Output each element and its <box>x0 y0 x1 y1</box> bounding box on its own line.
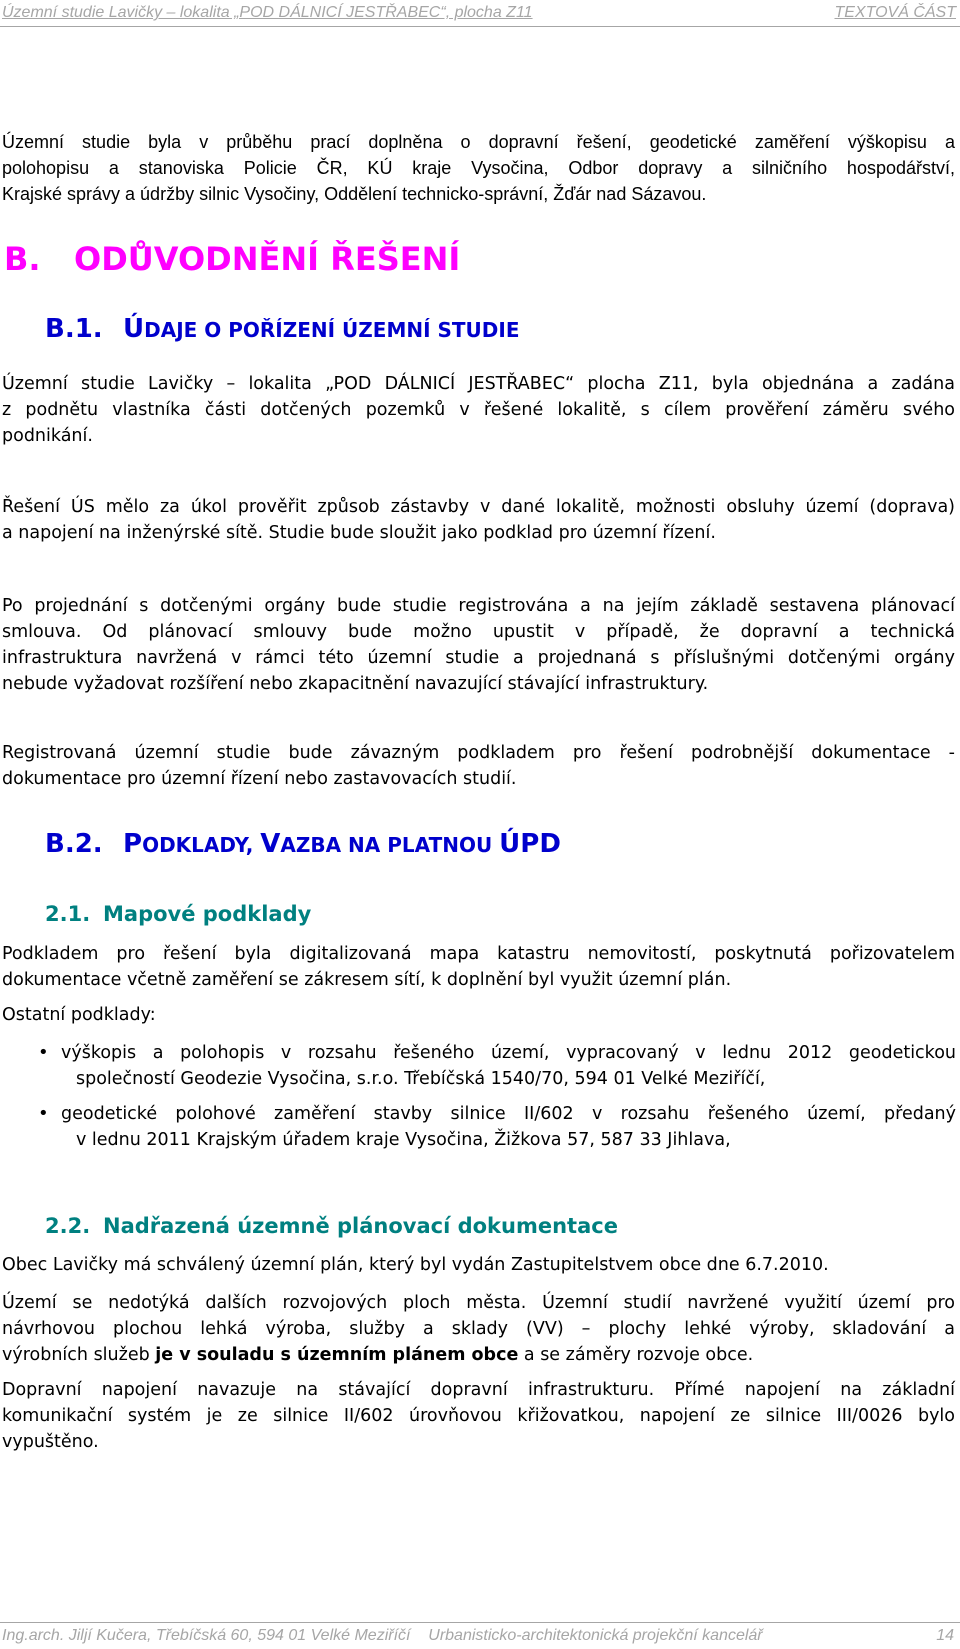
paragraph-b1-2 <box>2 494 955 546</box>
section-heading-b <box>4 240 460 278</box>
paragraph-line: a napojení na inženýrské sítě. Studie bude sloužit jako podklad pro územní řízení. <box>2 523 716 543</box>
text-run: a se záměry rozvoje obce. <box>518 1345 754 1365</box>
paragraph-line: Ostatní podklady: <box>2 1005 156 1025</box>
footer-author: Ing.arch. Jiljí Kučera, Třebíčská 60, 594 01 Velké Meziříčí Urbanisticko-architektonická projekční kancelář <box>2 1627 763 1644</box>
paragraph-2-2-3 <box>2 1377 955 1455</box>
paragraph-line: Po projednání s dotčenými orgány bude studie registrována a na jejím základě sestavena plánovací <box>2 596 955 616</box>
text-run: výrobních služeb <box>2 1345 156 1365</box>
section-number: B. <box>4 240 41 278</box>
list-item-line: geodetické polohové zaměření stavby silnice II/602 v rozsahu řešeného území, předaný <box>61 1104 956 1124</box>
list-item-line: společností Geodezie Vysočina, s.r.o. Třebíčská 1540/70, 594 01 Velké Meziříčí, <box>76 1069 766 1089</box>
paragraph-2-1 <box>2 941 955 993</box>
intro-line: Krajské správy a údržby silnic Vysočiny, Oddělení technicko-správní, Žďár nad Sázavou. <box>2 184 707 204</box>
paragraph-line: vypuštěno. <box>2 1432 99 1452</box>
paragraph-line: Území se nedotýká dalších rozvojových ploch města. Územní studií navržené využití území pro <box>2 1293 955 1313</box>
paragraph-line: Řešení ÚS mělo za úkol prověřit způsob zástavby v dané lokalitě, možnosti obsluhy území (doprava) <box>2 497 955 517</box>
section-number: B.1. <box>45 314 103 344</box>
header-rule <box>0 26 960 27</box>
intro-line: polohopisu a stanoviska Policie ČR, KÚ kraje Vysočina, Odbor dopravy a silničního hospodářství, <box>2 158 955 178</box>
paragraph-line: infrastruktura navržená v rámci této územní studie a projednaná s příslušnými dotčenými orgány <box>2 648 955 668</box>
other-sources-label <box>2 1002 955 1028</box>
paragraph-b1-3 <box>2 593 955 697</box>
paragraph-line: dokumentace pro územní řízení nebo zastavovacích studií. <box>2 769 517 789</box>
emphasized-text: je v souladu s územním plánem obce <box>155 1345 519 1365</box>
subsection-heading-2-2 <box>45 1214 618 1238</box>
section-number: B.2. <box>45 829 103 859</box>
bullet-icon: • <box>38 1042 49 1063</box>
paragraph-b1-1 <box>2 371 955 449</box>
paragraph-line: Registrovaná územní studie bude závazným podkladem pro řešení podrobnější dokumentace - <box>2 743 955 763</box>
page-number: 14 <box>936 1627 954 1644</box>
paragraph-2-2-2 <box>2 1290 955 1368</box>
list-item-line: výškopis a polohopis v rozsahu řešeného území, vypracovaný v lednu 2012 geodetickou <box>61 1043 956 1063</box>
intro-paragraph <box>2 129 955 207</box>
paragraph-line <box>2 1342 955 1368</box>
section-title-rest: AZBA NA PLATNOU <box>280 833 500 857</box>
footer-rule <box>0 1622 960 1623</box>
paragraph-line: Územní studie Lavičky – lokalita „POD DÁLNICÍ JESTŘABEC“ plocha Z11, byla objednána a zadána <box>2 374 955 394</box>
running-header-section: TEXTOVÁ ČÁST <box>834 4 956 21</box>
paragraph-line: komunikační systém je ze silnice II/602 úrovňovou křižovatkou, napojení ze silnice III/0026 bylo <box>2 1406 955 1426</box>
paragraph-line: smlouva. Od plánovací smlouvy bude možno upustit v případě, že dopravní a technická <box>2 622 955 642</box>
section-title-initial: Ú <box>123 314 145 344</box>
section-title-initial: P <box>123 829 143 859</box>
subsection-number: 2.2. <box>45 1214 91 1238</box>
paragraph-line: dokumentace včetně zaměření se zákresem sítí, k doplnění byl využit územní plán. <box>2 970 732 990</box>
paragraph-line: nebude vyžadovat rozšíření nebo zkapacitnění navazující stávající infrastruktury. <box>2 674 709 694</box>
paragraph-line: návrhovou plochou lehká výroba, služby a sklady (VV) – plochy lehké výroby, skladování a <box>2 1319 955 1339</box>
bullet-icon: • <box>38 1103 49 1124</box>
intro-line: Územní studie byla v průběhu prací doplněna o dopravní řešení, geodetické zaměření výškopisu a <box>2 132 955 152</box>
subsection-title: Mapové podklady <box>103 902 312 926</box>
section-title-rest: ODKLADY, <box>142 833 261 857</box>
list-item-line: v lednu 2011 Krajským úřadem kraje Vysočina, Žižkova 57, 587 33 Jihlava, <box>76 1130 731 1150</box>
section-heading-b2 <box>45 829 561 859</box>
paragraph-2-2-1 <box>2 1252 955 1278</box>
paragraph-line: Podkladem pro řešení byla digitalizovaná mapa katastru nemovitostí, poskytnutá pořizovatelem <box>2 944 955 964</box>
subsection-number: 2.1. <box>45 902 91 926</box>
section-title-rest: DAJE O POŘÍZENÍ ÚZEMNÍ STUDIE <box>144 318 520 342</box>
section-title-abbrev: ÚPD <box>499 829 561 859</box>
subsection-title: Nadřazená územně plánovací dokumentace <box>103 1214 618 1238</box>
paragraph-line: Obec Lavičky má schválený územní plán, který byl vydán Zastupitelstvem obce dne 6.7.2010. <box>2 1255 829 1275</box>
paragraph-line: podnikání. <box>2 426 93 446</box>
section-title: ODŮVODNĚNÍ ŘEŠENÍ <box>74 240 461 278</box>
section-title-initial: V <box>260 829 281 859</box>
section-heading-b1 <box>45 314 520 344</box>
subsection-heading-2-1 <box>45 902 311 926</box>
paragraph-line: Dopravní napojení navazuje na stávající dopravní infrastrukturu. Přímé napojení na základní <box>2 1380 955 1400</box>
paragraph-line: z podnětu vlastníka části dotčených pozemků v řešené lokalitě, s cílem prověření záměru svého <box>2 400 955 420</box>
paragraph-b1-4 <box>2 740 955 792</box>
running-header-title: Územní studie Lavičky – lokalita „POD DÁLNICÍ JESTŘABEC“, plocha Z11 <box>2 4 533 21</box>
